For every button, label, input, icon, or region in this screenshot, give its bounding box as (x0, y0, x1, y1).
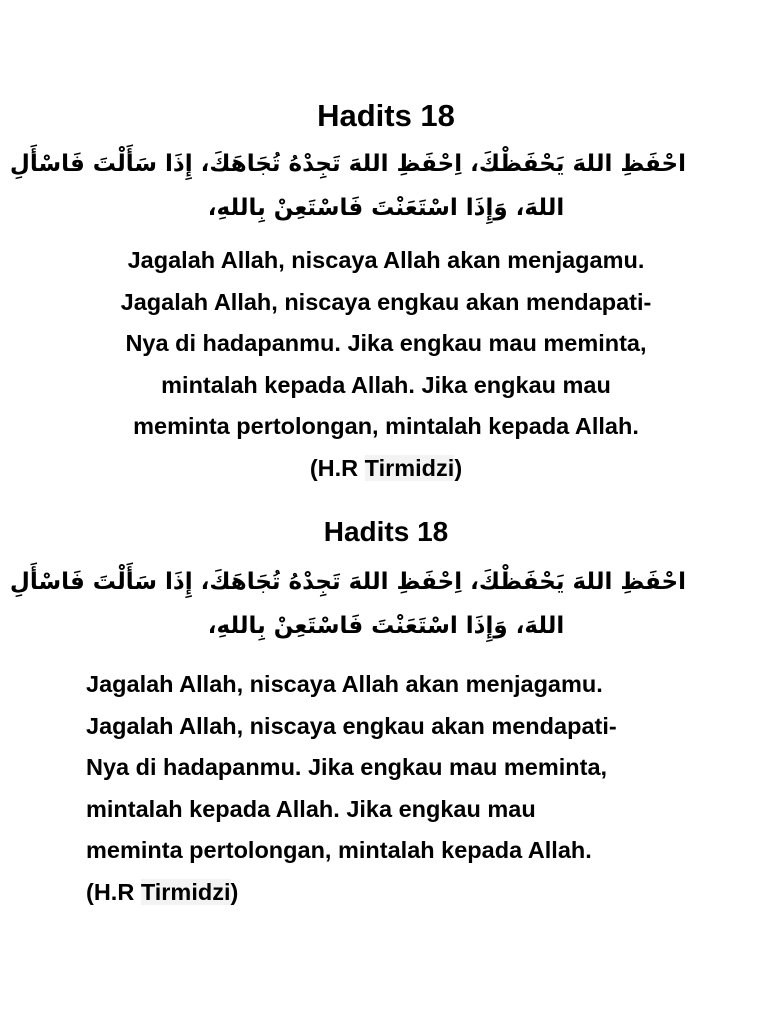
arabic-line: احْفَظِ اللهَ يَحْفَظْكَ، اِحْفَظِ اللهَ تَجِدْهُ تُجَاهَكَ، إِذَا سَأَلْتَ فَاسْأَلِ (9, 569, 686, 595)
arabic-text (9, 560, 686, 648)
translation-line: Jagalah Allah, niscaya engkau akan mendapati- (86, 712, 617, 739)
translation-line: meminta pertolongan, mintalah kepada Allah. (133, 413, 639, 439)
translation-line: mintalah kepada Allah. Jika engkau mau (161, 371, 611, 398)
hadith-block-left (9, 512, 686, 913)
source-prefix: (H.R (309, 454, 365, 481)
hadith-source (86, 872, 686, 914)
hadith-title: Hadits 18 (323, 516, 449, 547)
translation-line: meminta pertolongan, mintalah kepada Allah. (86, 837, 592, 863)
translation-line: Nya di hadapanmu. Jika engkau mau meminta, (86, 754, 608, 780)
translation-line: Jagalah Allah, niscaya Allah akan menjagamu. (127, 247, 645, 273)
arabic-line: احْفَظِ اللهَ يَحْفَظْكَ، اِحْفَظِ اللهَ تَجِدْهُ تُجَاهَكَ، إِذَا سَأَلْتَ فَاسْأَلِ (9, 151, 686, 177)
arabic-line: اللهَ، وَإِذَا اسْتَعَنْتَ فَاسْتَعِنْ بِاللهِ، (207, 195, 565, 221)
translation-line: Nya di hadapanmu. Jika engkau mau meminta, (125, 330, 647, 356)
translation-line: mintalah kepada Allah. Jika engkau mau (86, 795, 536, 822)
source-suffix: ) (230, 878, 239, 905)
source-suffix: ) (454, 454, 463, 481)
arabic-line: اللهَ، وَإِذَا اسْتَعَنْتَ فَاسْتَعِنْ بِاللهِ، (207, 613, 565, 639)
translation-line: Jagalah Allah, niscaya engkau akan mendapati- (120, 288, 652, 315)
translation-line: Jagalah Allah, niscaya Allah akan menjagamu. (86, 671, 603, 697)
translation-text (86, 664, 686, 913)
hadith-block-centered (9, 96, 686, 489)
translation-text (86, 240, 686, 489)
source-name: Tirmidzi (364, 454, 455, 481)
hadith-source (86, 448, 686, 490)
hadith-title: Hadits 18 (317, 98, 455, 133)
source-name: Tirmidzi (140, 878, 231, 905)
source-prefix: (H.R (86, 878, 141, 905)
arabic-text (9, 142, 686, 230)
